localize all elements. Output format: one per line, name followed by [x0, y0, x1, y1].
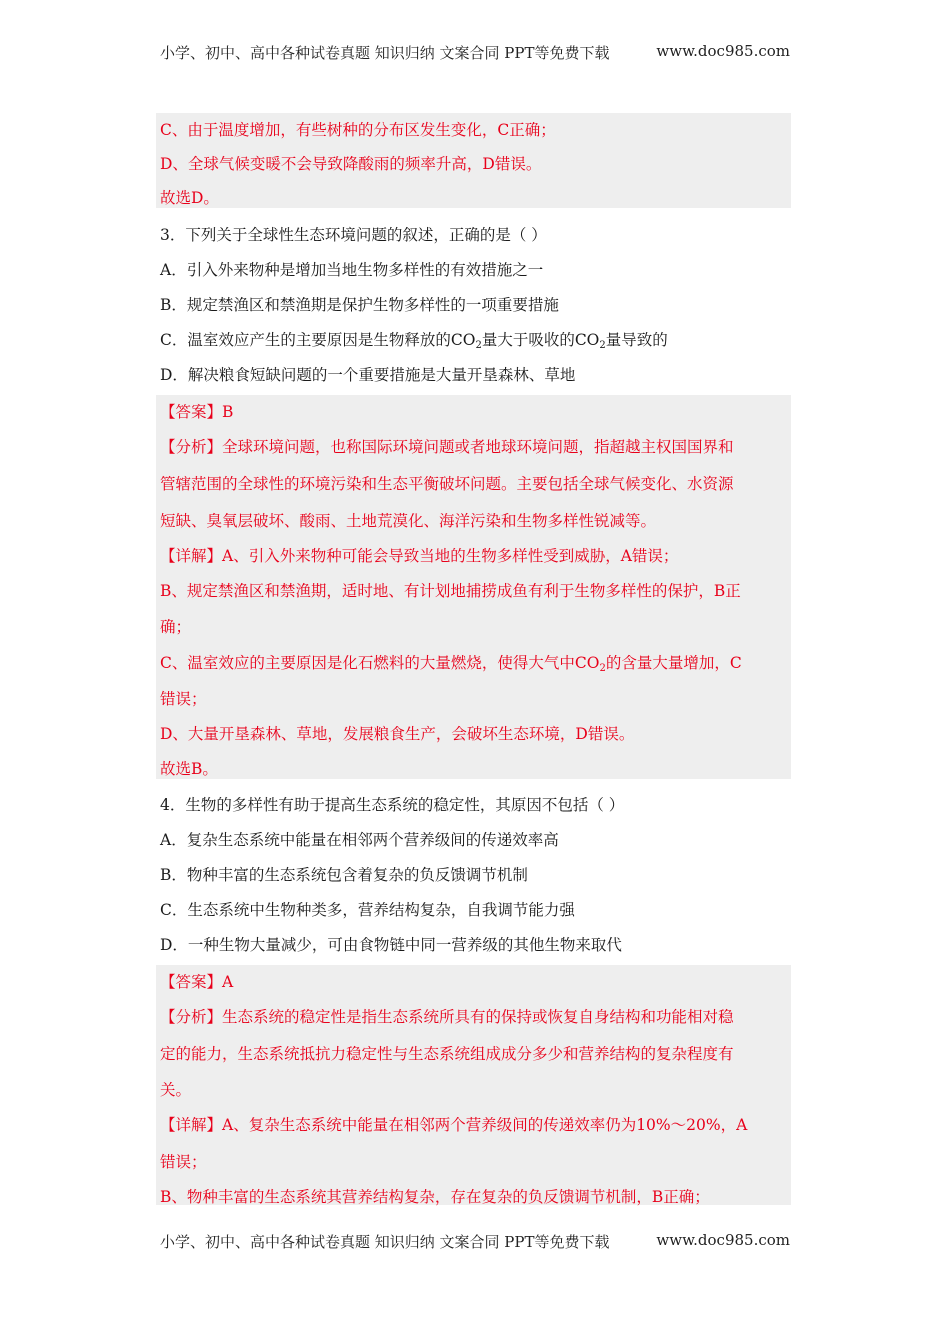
q4-analysis-1: 【分析】生态系统的稳定性是指生态系统所具有的保持或恢复自身结构和功能相对稳	[160, 1008, 734, 1026]
q3-detail-c: C、温室效应的主要原因是化石燃料的大量燃烧，使得大气中$CO_2$的含量大量增加，C	[160, 654, 742, 674]
q3-conclusion: 故选B。	[160, 760, 218, 778]
q4-answer: 【答案】A	[160, 973, 234, 991]
q3-stem: 3．下列关于全球性生态环境问题的叙述，正确的是（ ）	[160, 226, 547, 244]
q2-conclusion: 故选D。	[160, 189, 219, 207]
q3-detail-a: 【详解】A、引入外来物种可能会导致当地的生物多样性受到威胁，A错误；	[160, 547, 679, 565]
q4-stem: 4．生物的多样性有助于提高生态系统的稳定性，其原因不包括（ ）	[160, 796, 625, 814]
q3-detail-d: D、大量开垦森林、草地，发展粮食生产，会破坏生态环境，D错误。	[160, 725, 635, 743]
q2-detail-c: C、由于温度增加，有些树种的分布区发生变化，C正确；	[160, 121, 556, 139]
q4-detail-a: 【详解】A、复杂生态系统中能量在相邻两个营养级间的传递效率仍为10%～20%，A	[160, 1116, 748, 1134]
q4-option-a: A．复杂生态系统中能量在相邻两个营养级间的传递效率高	[160, 831, 559, 849]
q4-detail-a-cont: 错误；	[160, 1153, 207, 1171]
page-footer	[160, 1231, 790, 1252]
q2-detail-d: D、全球气候变暖不会导致降酸雨的频率升高，D错误。	[160, 155, 542, 173]
q3-option-c: C．温室效应产生的主要原因是生物释放的$CO_2$量大于吸收的$CO_2$量导致的	[160, 331, 668, 351]
footer-url: www.doc985.com	[656, 1231, 790, 1249]
q4-detail-b: B、物种丰富的生态系统其营养结构复杂，存在复杂的负反馈调节机制，B正确；	[160, 1188, 710, 1206]
q3-answer: 【答案】B	[160, 403, 234, 421]
page-header	[160, 42, 790, 63]
q3-detail-b-cont: 确；	[160, 618, 192, 636]
q3-option-d: D．解决粮食短缺问题的一个重要措施是大量开垦森林、草地	[160, 366, 576, 384]
q4-option-d: D．一种生物大量减少，可由食物链中同一营养级的其他生物来取代	[160, 936, 622, 954]
answer-block-q3	[156, 395, 791, 779]
answer-block-q4	[156, 965, 791, 1205]
q3-analysis-3: 短缺、臭氧层破坏、酸雨、土地荒漠化、海洋污染和生物多样性锐减等。	[160, 512, 657, 530]
q4-option-c: C．生态系统中生物种类多，营养结构复杂，自我调节能力强	[160, 901, 575, 919]
q3-analysis-1: 【分析】全球环境问题，也称国际环境问题或者地球环境问题，指超越主权国国界和	[160, 438, 734, 456]
q4-analysis-3: 关。	[160, 1081, 192, 1099]
q3-analysis-2: 管辖范围的全球性的环境污染和生态平衡破坏问题。主要包括全球气候变化、水资源	[160, 475, 734, 493]
header-url: www.doc985.com	[656, 42, 790, 60]
footer-left-text: 小学、初中、高中各种试卷真题 知识归纳 文案合同 PPT等免费下载	[160, 1233, 610, 1251]
answer-block-q2-tail	[156, 113, 791, 208]
q4-option-b: B．物种丰富的生态系统包含着复杂的负反馈调节机制	[160, 866, 528, 884]
q3-option-a: A．引入外来物种是增加当地生物多样性的有效措施之一	[160, 261, 544, 279]
q3-option-b: B．规定禁渔区和禁渔期是保护生物多样性的一项重要措施	[160, 296, 559, 314]
header-left-text: 小学、初中、高中各种试卷真题 知识归纳 文案合同 PPT等免费下载	[160, 44, 610, 62]
q3-detail-b: B、规定禁渔区和禁渔期，适时地、有计划地捕捞成鱼有利于生物多样性的保护，B正	[160, 582, 741, 600]
q3-detail-c-cont: 错误；	[160, 690, 207, 708]
q4-analysis-2: 定的能力，生态系统抵抗力稳定性与生态系统组成成分多少和营养结构的复杂程度有	[160, 1045, 734, 1063]
